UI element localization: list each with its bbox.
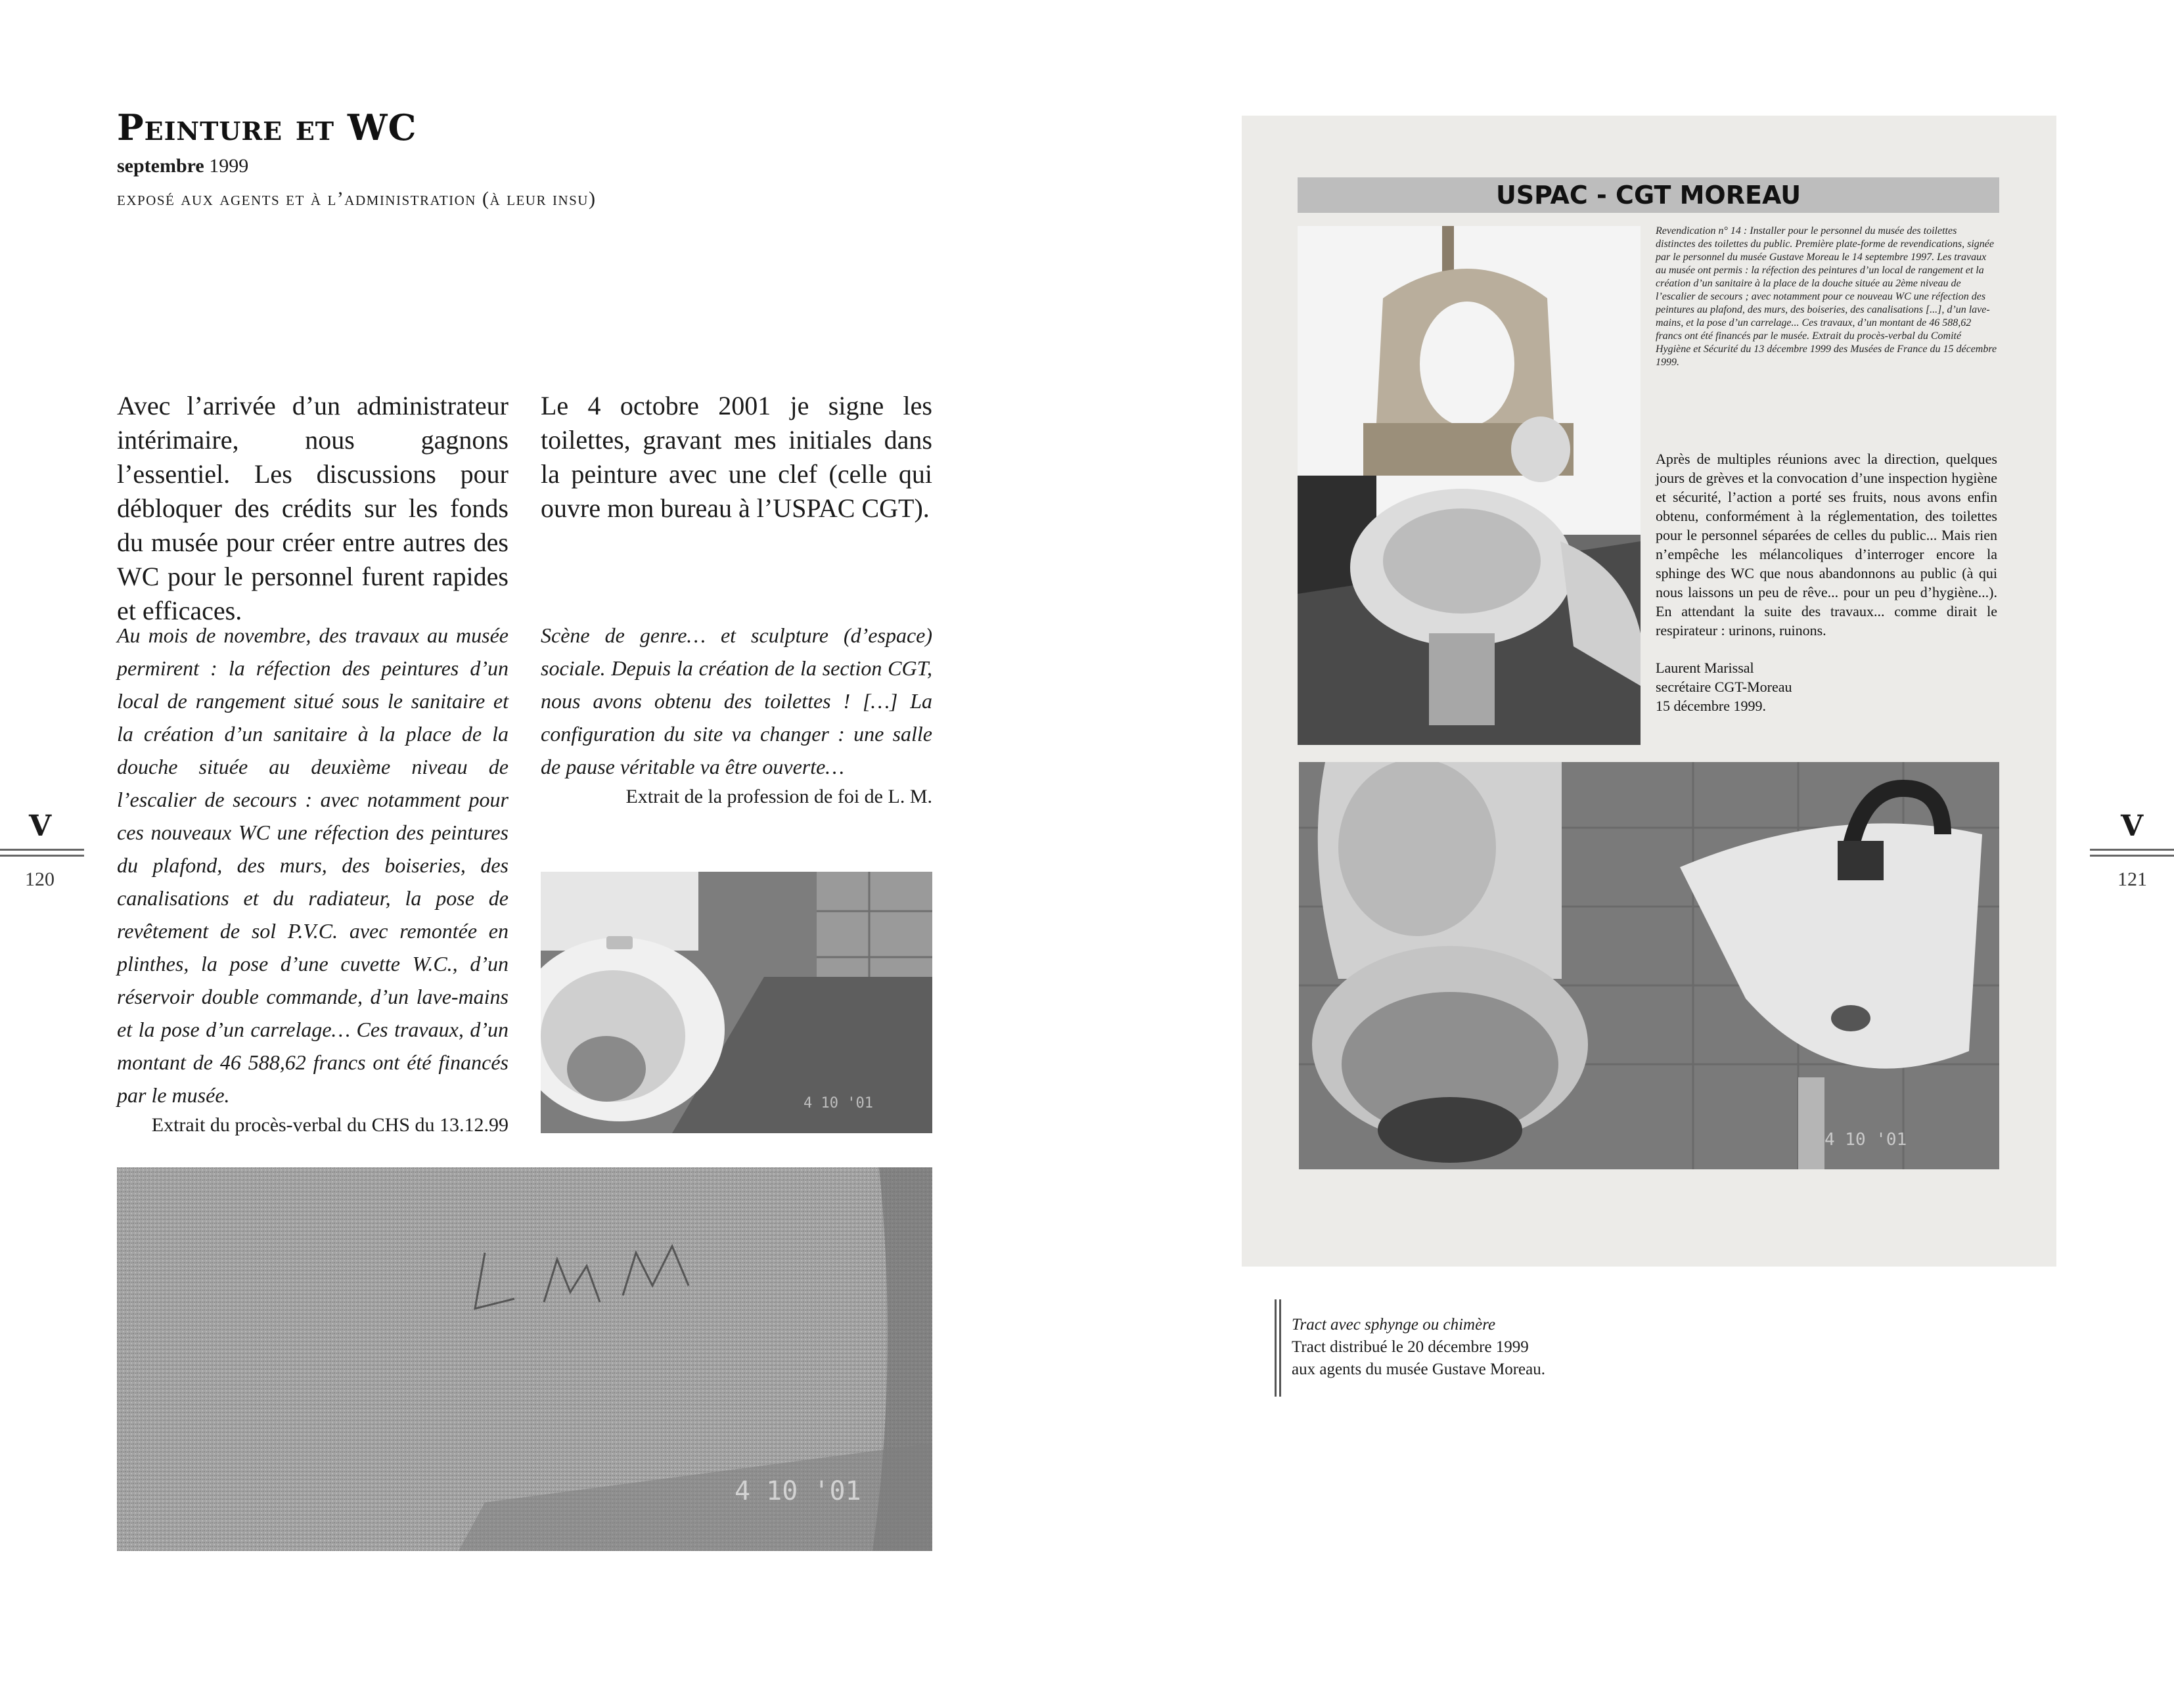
photo-wall-stamp: 4 10 '01 — [735, 1476, 861, 1506]
page-number-right: 121 — [2117, 868, 2147, 890]
marker-rule-left — [0, 849, 84, 857]
tract-signature — [1656, 658, 1997, 715]
tract-photo-sink-image — [1299, 762, 1999, 1169]
paragraph-right: Le 4 octobre 2001 je signe les toilettes, gravant mes initiales dans la peinture avec une clef (celle qui ouvre mon bureau à l’USPAC CGT). — [541, 391, 932, 523]
tract-signature-name: Laurent Marissal — [1656, 660, 1754, 676]
date-line — [117, 155, 248, 177]
date-month: septembre — [117, 155, 204, 177]
quote-right-attribution: Extrait de la profession de foi de L. M. — [625, 786, 932, 807]
quote-right: Scène de genre… et sculpture (d’espace) sociale. Depuis la création de la section CGT, nous avons obtenu des toilettes ! […] La configuration du site va changer : une salle de pause véritable va être ouverte… — [541, 623, 932, 778]
caption-line-2: aux agents du musée Gustave Moreau. — [1292, 1360, 1545, 1378]
caption-bar — [1275, 1299, 1281, 1397]
marker-rule-right — [2090, 849, 2174, 857]
figure-caption — [1292, 1314, 1686, 1381]
chapter-marker-left: V — [29, 809, 52, 843]
tract-photo-sink — [1299, 762, 1999, 1169]
tract-small-text: Revendication n° 14 : Installer pour le personnel du musée des toilettes distinctes des toilettes du public. Première plate-forme de revendications, signée par le personnel du musée Gustave Moreau le 14 septembre 1997. Les travaux au musée ont permis : la réfection des peintures d’un local de rangement et la création d’un sanitaire à la place de la douche située au 2ème niveau de l’escalier de secours ; avec notamment pour ce nouveau WC une réfection des peintures au plafond, des murs, des boiseries, des canalisations [...], d’un lave-mains, et la pose d’un carrelage... Ces travaux, d’un montant de 46 588,62 francs ont été financés par le musée. Extrait du procès-verbal du Comité Hygiène et Sécurité du 13 décembre 1999 des Musées de France du 15 décembre 1999. — [1656, 225, 1997, 368]
tract-signature-date: 15 décembre 1999. — [1656, 698, 1766, 714]
tract-signature-role: secrétaire CGT-Moreau — [1656, 679, 1792, 695]
photo-wall-initials — [117, 1167, 932, 1551]
quote-left: Au mois de novembre, des travaux au musée permirent : la réfection des peintures d’un local de rangement situé sous le sanitaire et la création d’un sanitaire à la place de la douche située au deuxième niveau de l’escalier de secours : avec notamment pour ces nouveaux WC une réfection des peintures du plafond, des murs, des boiseries, des canalisations et du radiateur, la pose de revêtement de sol P.V.C. avec remontée en plinthes, la pose d’une cuvette W.C., d’un réservoir double commande, d’un lave-mains et la pose d’un carrelage… Ces travaux, d’un montant de 46 588,62 francs ont été financés par le musée. — [117, 623, 509, 1107]
page-number-left: 120 — [25, 868, 55, 890]
caption-title: Tract avec sphynge ou chimère — [1292, 1316, 1496, 1334]
paragraph-left: Avec l’arrivée d’un administrateur intérimaire, nous gagnons l’essentiel. Les discussions pour débloquer des crédits sur les fonds du musée pour créer entre autres des WC pour le personnel furent rapides et efficaces. — [117, 391, 509, 625]
page-title: Peinture et WC — [117, 106, 417, 148]
tract-photo-toilet — [1298, 226, 1641, 745]
tract-header: USPAC - CGT MOREAU — [1298, 177, 1999, 213]
subtitle: exposé aux agents et à l’administration (à leur insu) — [117, 188, 597, 210]
chapter-marker-right: V — [2121, 809, 2144, 843]
caption-line-1: Tract distribué le 20 décembre 1999 — [1292, 1338, 1529, 1356]
photo-toilet — [541, 872, 932, 1133]
photo-toilet-image — [541, 872, 932, 1133]
tract-photo-sink-stamp: 4 10 '01 — [1824, 1130, 1907, 1150]
date-year: 1999 — [209, 155, 249, 177]
quote-left-attribution: Extrait du procès-verbal du CHS du 13.12.99 — [151, 1114, 509, 1136]
photo-toilet-stamp: 4 10 '01 — [804, 1095, 873, 1112]
tract-photo-toilet-image — [1298, 226, 1641, 745]
tract-main-text: Après de multiples réunions avec la direction, quelques jours de grèves et la convocation d’une inspection hygiène et sécurité, l’action a porté ses fruits, nous avons enfin obtenu, conformément à la réglementation, des toilettes pour le personnel séparées de celles du public... Mais rien n’empêche les mélancoliques d’interroger encore la sphinge des WC que nous abandonnons au public (à qui nous laissons un peu de rêve... pour un peu d’hygiène...). En attendant la suite des travaux... comme dirait le respirateur : urinons, ruinons. — [1656, 451, 1997, 639]
